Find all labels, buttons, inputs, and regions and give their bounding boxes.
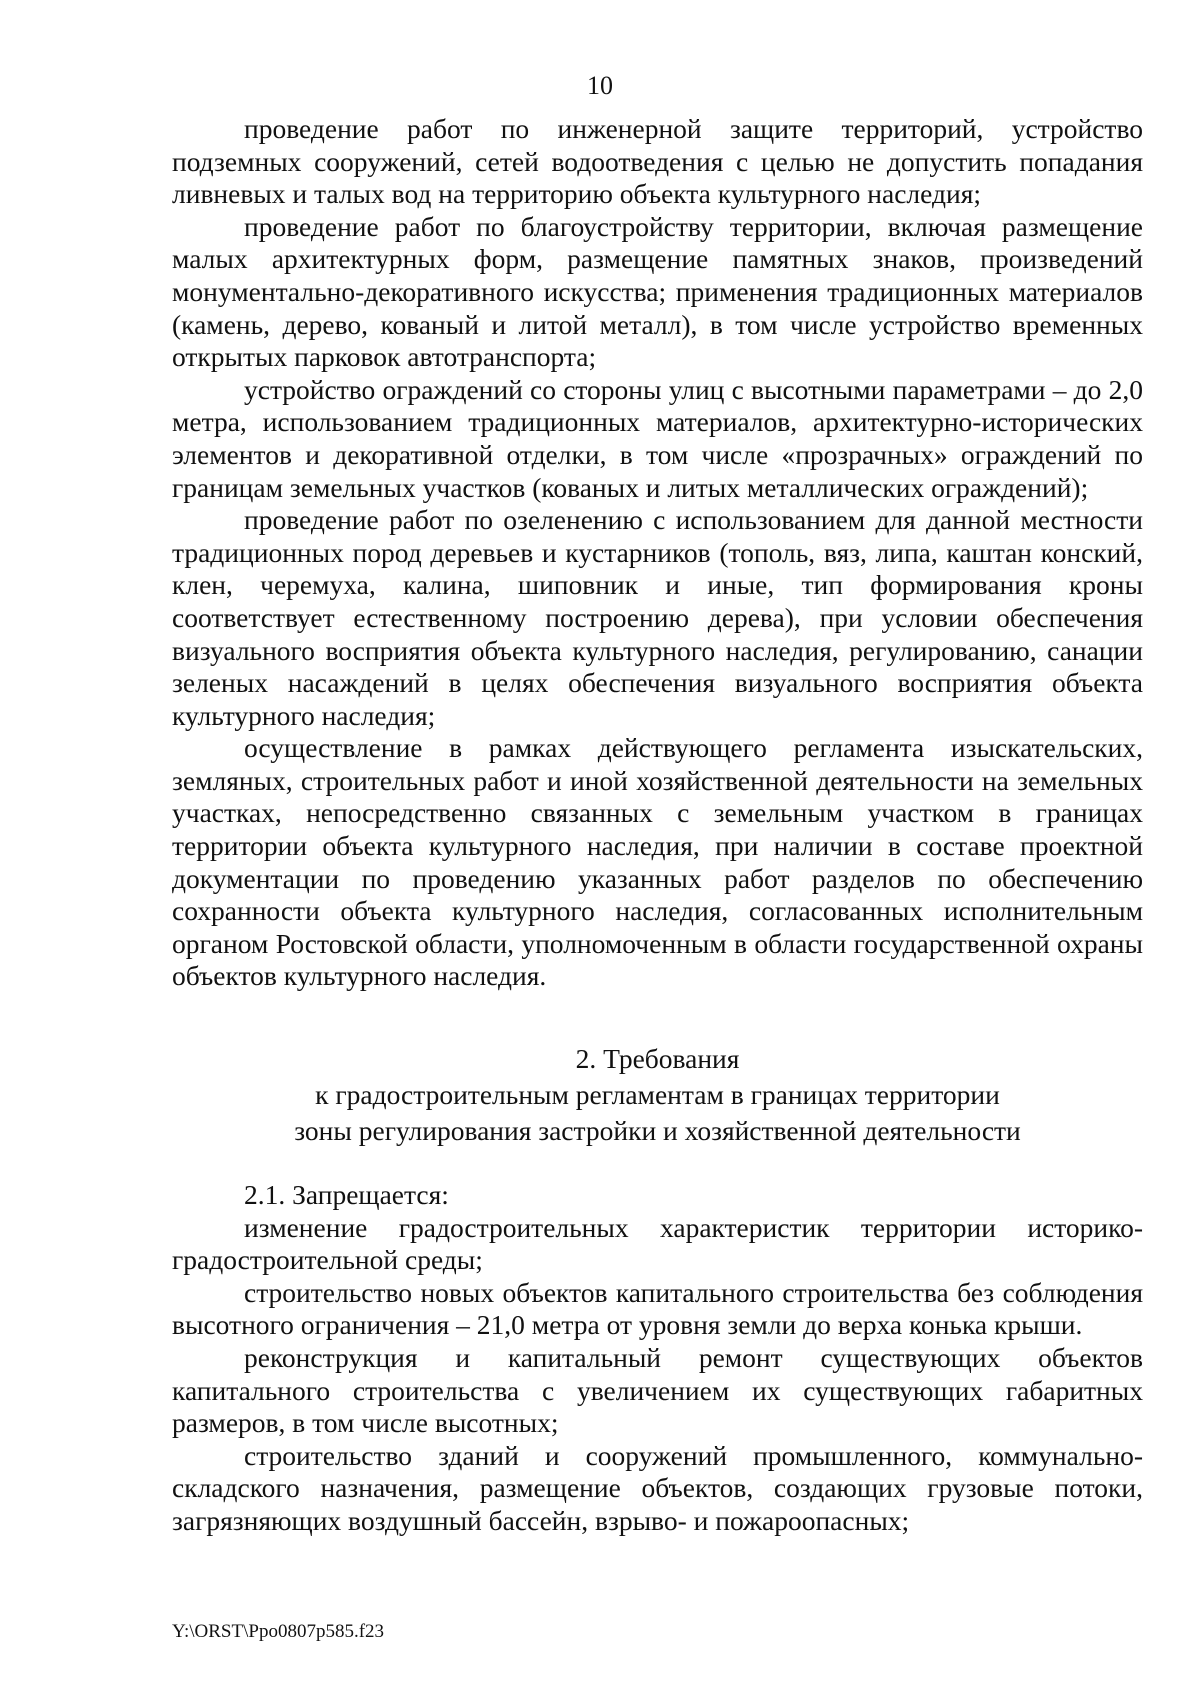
paragraph: строительство новых объектов капитального строительства без соблюдения высотного ограничения – 21,0 метра от уровня земли до верха конька крыши. [172, 1276, 1143, 1341]
paragraph: строительство зданий и сооружений промышленного, коммунально-складского назначения, размещение объектов, создающих грузовые потоки, загрязняющих воздушный бассейн, взрыво- и пожароопасных; [172, 1439, 1143, 1536]
document-body [172, 113, 1143, 1538]
paragraph: проведение работ по инженерной защите территорий, устройство подземных сооружений, сетей водоотведения с целью не допустить попадания ливневых и талых вод на территорию объекта культурного наследия; [172, 113, 1143, 210]
section-heading-line-1: 2. Требования [575, 1043, 740, 1075]
paragraph: устройство ограждений со стороны улиц с высотными параметрами – до 2,0 метра, использованием традиционных материалов, архитектурно-исторических элементов и декоративной отделки, в том числе «прозрачных» ограждений по границам земельных участков (кованых и литых металлических ограждений); [172, 373, 1143, 503]
paragraph: изменение градостроительных характеристик территории историко-градостроительной среды; [172, 1211, 1143, 1276]
section-content [172, 1179, 1143, 1538]
paragraph: проведение работ по озеленению с использованием для данной местности традиционных пород деревьев и кустарников (тополь, вяз, липа, каштан конский, клен, черемуха, калина, шиповник и иные, тип формирования кроны соответствует естественному построению дерева), при условии обеспечения визуального восприятия объекта культурного наследия, регулированию, санации зеленых насаждений в целях обеспечения визуального восприятия объекта культурного наследия; [172, 504, 1143, 731]
subsection-title: 2.1. Запрещается: [244, 1179, 449, 1211]
section-heading-line-3: зоны регулирования застройки и хозяйственной деятельности [294, 1115, 1021, 1147]
paragraph: осуществление в рамках действующего регламента изыскательских, земляных, строительных работ и иной хозяйственной деятельности на земельных участках, непосредственно связанных с земельным участком в границах территории объекта культурного наследия, при наличии в составе проектной документации по проведению указанных работ разделов по обеспечению сохранности объекта культурного наследия, согласованных исполнительным органом Ростовской области, уполномоченным в области государственной охраны объектов культурного наследия. [172, 732, 1143, 992]
section-heading-line-2: к градостроительным регламентам в границах территории [315, 1079, 1000, 1111]
section-heading [172, 1041, 1143, 1149]
paragraph: проведение работ по благоустройству территории, включая размещение малых архитектурных форм, размещение памятных знаков, произведений монументально-декоративного искусства; применения традиционных материалов (камень, дерево, кованый и литой металл), в том числе устройство временных открытых парковок автотранспорта; [172, 210, 1143, 373]
page-number: 10 [587, 71, 613, 100]
footer-file-path: Y:\ORST\Ppo0807p585.f23 [172, 1621, 385, 1642]
paragraph: реконструкция и капитальный ремонт существующих объектов капитального строительства с увеличением их существующих габаритных размеров, в том числе высотных; [172, 1342, 1143, 1439]
